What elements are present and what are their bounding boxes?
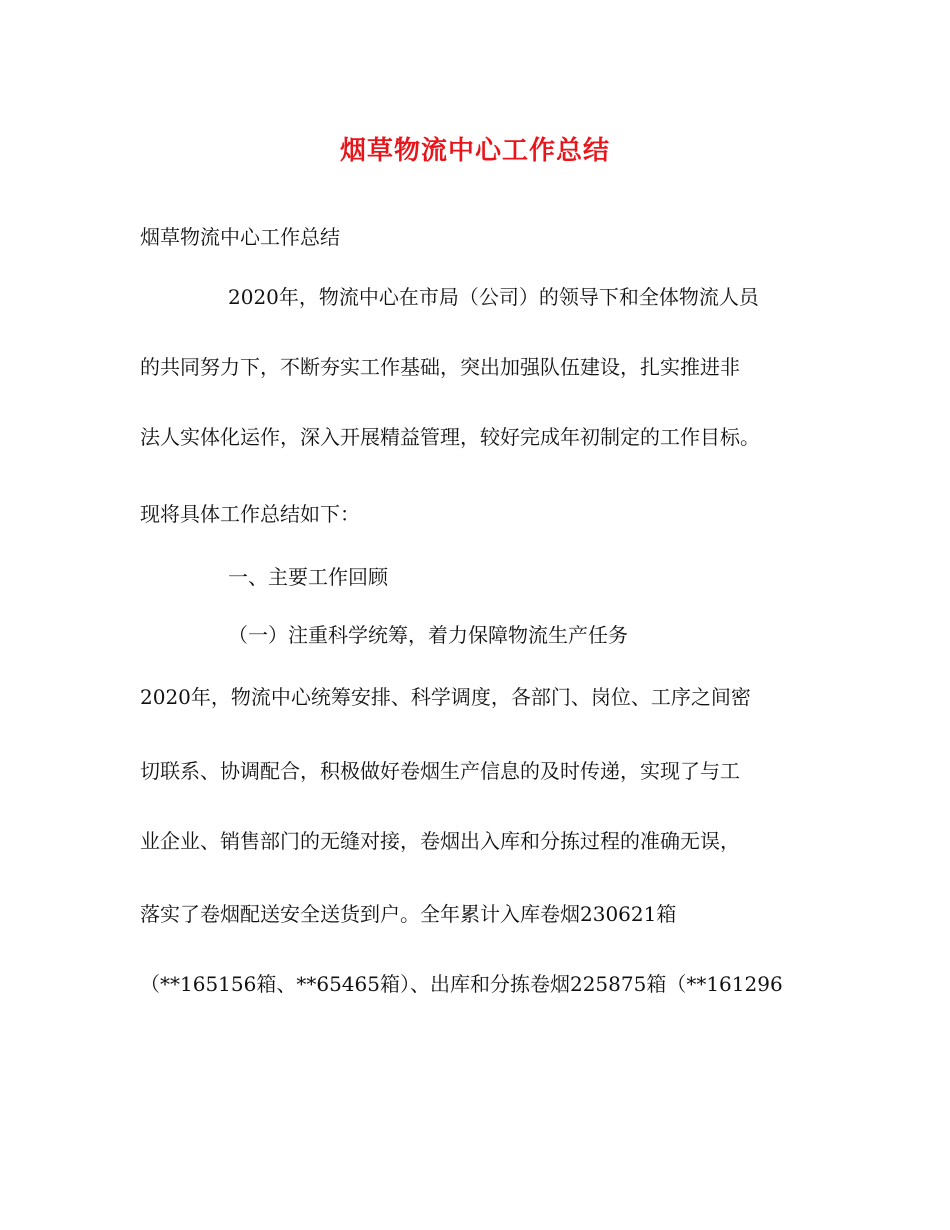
subsection-heading: （一）注重科学统筹，着力保障物流生产任务 bbox=[228, 623, 628, 647]
paragraph-line: 业企业、销售部门的无缝对接，卷烟出入库和分拣过程的准确无误， bbox=[140, 829, 740, 853]
section-heading: 一、主要工作回顾 bbox=[228, 565, 388, 589]
paragraph-line: 落实了卷烟配送安全送货到户。全年累计入库卷烟230621箱 bbox=[140, 902, 677, 926]
paragraph-line: 2020年，物流中心统筹安排、科学调度，各部门、岗位、工序之间密 bbox=[140, 685, 751, 709]
paragraph-line: 法人实体化运作，深入开展精益管理，较好完成年初制定的工作目标。 bbox=[140, 425, 760, 449]
document-subtitle: 烟草物流中心工作总结 bbox=[140, 225, 340, 249]
paragraph-line: 2020年，物流中心在市局（公司）的领导下和全体物流人员 bbox=[228, 285, 759, 309]
paragraph-line: （**165156箱、**65465箱）、出库和分拣卷烟225875箱（**161296 bbox=[140, 972, 783, 996]
document-title: 烟草物流中心工作总结 bbox=[339, 136, 610, 166]
paragraph-line: 现将具体工作总结如下： bbox=[140, 502, 360, 526]
paragraph-line: 切联系、协调配合，积极做好卷烟生产信息的及时传递，实现了与工 bbox=[140, 759, 740, 783]
paragraph-line: 的共同努力下，不断夯实工作基础，突出加强队伍建设，扎实推进非 bbox=[140, 355, 740, 379]
